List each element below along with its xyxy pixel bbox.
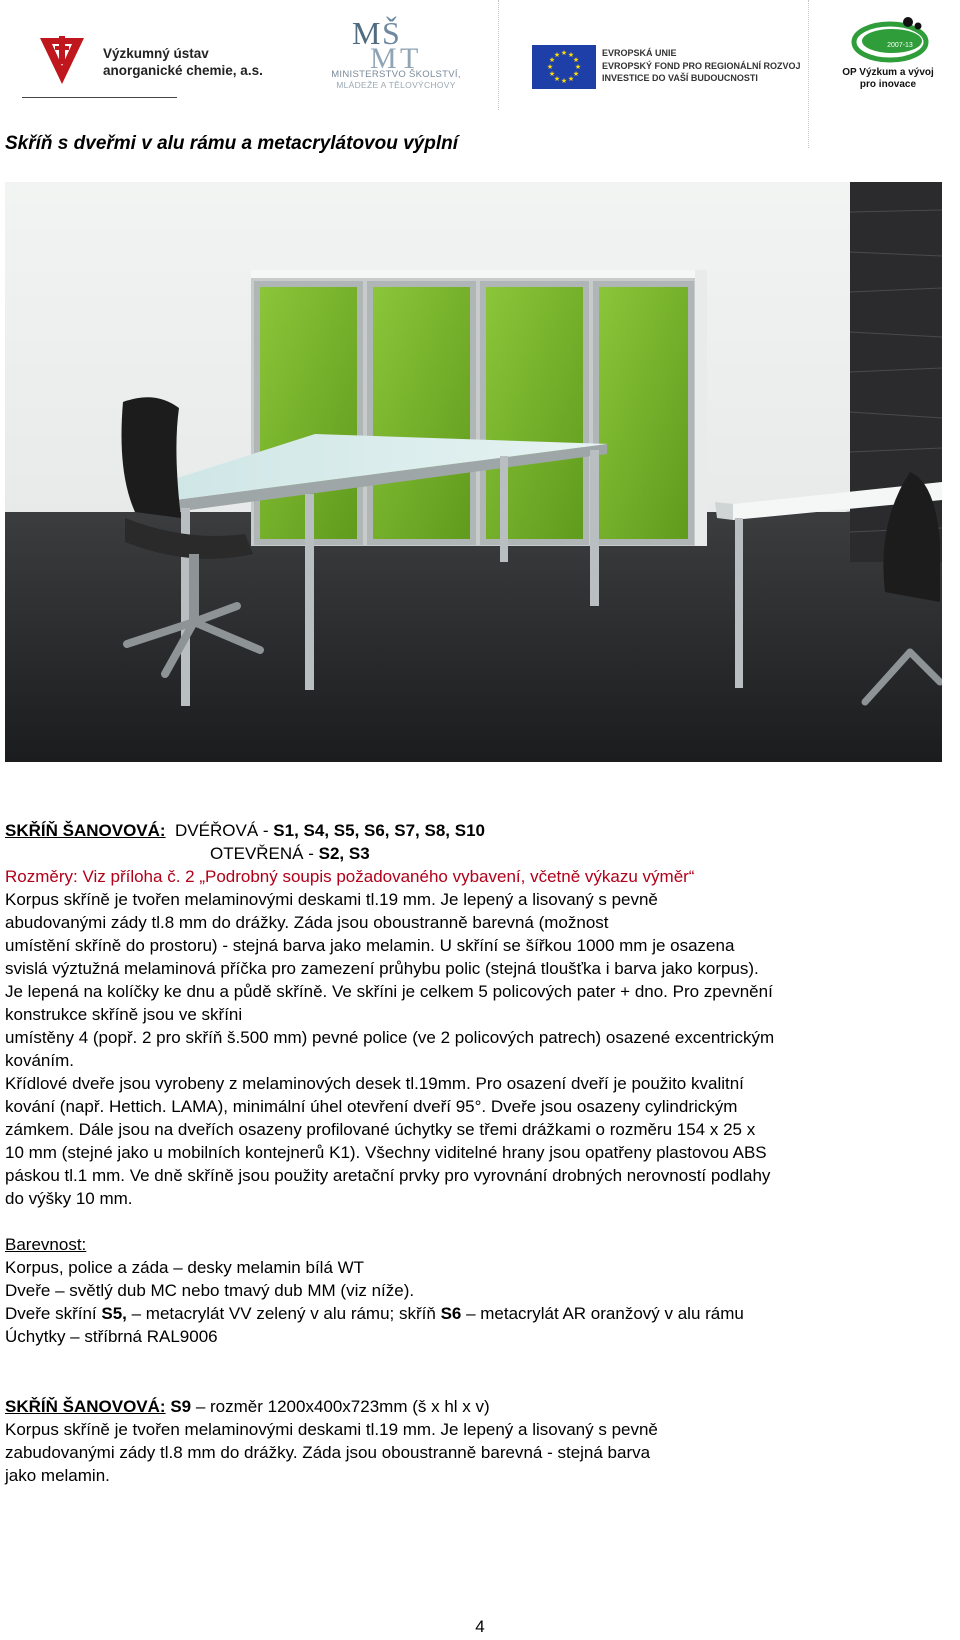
office-photo: [5, 182, 942, 762]
section1-type2-label: OTEVŘENÁ -: [210, 844, 314, 863]
op-line2: pro inovace: [859, 79, 917, 90]
cabinet-code-s6: S6: [440, 1304, 462, 1323]
section1-para-line: do výšky 10 mm.: [5, 1189, 133, 1208]
section1-para-line: Je lepená na kolíčky ke dnu a půdě skříně. Ve skříni je celkem 5 policových pater + dno. Pro zpevnění: [5, 982, 773, 1001]
section1-para-line: umístěny 4 (popř. 2 pro skříň š.500 mm) pevné police (ve 2 policových patrech) osazené excentrickým: [5, 1028, 775, 1047]
header-separator: [498, 0, 499, 110]
op-vav-emblem-icon: [848, 14, 930, 64]
svg-text:★: ★: [560, 49, 568, 57]
eu-line3: INVESTICE DO VAŠÍ BUDOUCNOSTI: [602, 73, 758, 83]
op-line1: OP Výzkum a vývoj: [842, 67, 934, 78]
section2-dimensions: – rozměr 1200x400x723mm (š x hl x v): [191, 1397, 490, 1416]
section1-para-line: abudovanými zády tl.8 mm do drážky. Záda jsou oboustranně barevná (možnost: [5, 913, 609, 932]
svg-text:M: M: [370, 42, 397, 68]
svg-text:★: ★: [546, 63, 554, 71]
colors-doors-line: [5, 1302, 744, 1325]
section1-heading: SKŘÍŇ ŠANOVOVÁ:: [5, 821, 166, 840]
svg-text:★: ★: [553, 51, 561, 59]
colors-line: Korpus, police a záda – desky melamin bílá WT: [5, 1258, 365, 1277]
op-vav-logo: [848, 14, 930, 64]
header-separator: [808, 0, 809, 148]
section1-para-line: Křídlové dveře jsou vyrobeny z melaminových desek tl.19mm. Pro osazení dveří je použito kvalitní: [5, 1074, 744, 1093]
vuach-underline: [22, 97, 177, 98]
section2-para-line: jako melamin.: [5, 1466, 110, 1485]
section2-para-line: Korpus skříně je tvořen melaminovými deskami tl.19 mm. Je lepený a lisovaný s pevně: [5, 1420, 658, 1439]
section2-code: S9: [170, 1397, 192, 1416]
svg-text:T: T: [400, 42, 419, 68]
op-years: 2007-13: [887, 42, 913, 49]
msmt-emblem-icon: [348, 14, 438, 68]
section1-para-line: konstrukce skříně jsou ve skříni: [5, 1005, 243, 1024]
section1-para-line: kování (např. Hettich. LAMA), minimální úhel otevření dveří 95°. Dveře jsou osazeny cylindrickým: [5, 1097, 738, 1116]
section1-para-line: svislá výztužná melaminová příčka pro zamezení průhybu polic (stejná tloušťka i barva jako korpus).: [5, 959, 759, 978]
colors-line: Úchytky – stříbrná RAL9006: [5, 1327, 218, 1346]
eu-line2: EVROPSKÝ FOND PRO REGIONÁLNÍ ROZVOJ: [602, 60, 801, 71]
svg-text:M: M: [352, 15, 381, 51]
section1-heading-line: [5, 819, 485, 842]
msmt-name: [316, 69, 476, 91]
op-vav-name: [828, 67, 948, 91]
section1-type1-label: DVÉŘOVÁ -: [175, 821, 269, 840]
eu-flag-icon: [532, 45, 596, 89]
svg-text:★: ★: [574, 63, 582, 71]
vuach-name: [103, 45, 303, 79]
svg-text:Š: Š: [382, 15, 400, 51]
vuach-logo: [38, 34, 86, 86]
section1-para-line: kováním.: [5, 1051, 74, 1070]
section2-para-line: zabudovanými zády tl.8 mm do drážky. Záda jsou oboustranně barevná - stejná barva: [5, 1443, 651, 1462]
vuach-emblem-icon: [38, 34, 86, 86]
section1-type2-codes: S2, S3: [318, 844, 370, 863]
section2-heading-line: [5, 1395, 490, 1418]
section1-para-line: páskou tl.1 mm. Ve dně skříně jsou použity aretační prvky pro vyrovnání drobných nerovností podlahy: [5, 1166, 771, 1185]
colors-doors-text: Dveře skříní: [5, 1304, 102, 1323]
page-number: 4: [475, 1617, 485, 1636]
section1-type2-line: [210, 842, 370, 865]
section1-para-line: umístění skříně do prostoru) - stejná barva jako melamin. U skříní se šířkou 1000 mm je osazena: [5, 936, 735, 955]
section1-type1-codes: S1, S4, S5, S6, S7, S8, S10: [273, 821, 485, 840]
msmt-logo: [348, 14, 438, 68]
vuach-name-line1: Výzkumný ústav: [103, 46, 209, 61]
section1-para-line: zámkem. Dále jsou na dveřích osazeny profilované úchytky se třemi drážkami o rozměru 154 x 25 x: [5, 1120, 756, 1139]
colors-line: Dveře – světlý dub MC nebo tmavý dub MM (viz níže).: [5, 1281, 415, 1300]
colors-doors-text: – metacrylát AR oranžový v alu rámu: [461, 1304, 744, 1323]
svg-text:★: ★: [553, 75, 561, 83]
eu-stars-icon: [532, 45, 596, 89]
msmt-line1: MINISTERSTVO ŠKOLSTVÍ,: [331, 69, 461, 80]
msmt-line2: MLÁDEŽE A TĚLOVÝCHOVY: [336, 80, 456, 90]
svg-text:★: ★: [572, 70, 580, 78]
eu-text: [602, 47, 802, 85]
colors-doors-text: – metacrylát VV zelený v alu rámu; skříň: [126, 1304, 441, 1323]
section1-para-line: 10 mm (stejné jako u mobilních kontejnerů K1). Všechny viditelné hrany jsou opatřeny plastovou ABS: [5, 1143, 767, 1162]
colors-heading: Barevnost:: [5, 1235, 87, 1254]
section2-heading: SKŘÍŇ ŠANOVOVÁ:: [5, 1397, 166, 1416]
svg-text:★: ★: [567, 75, 575, 83]
svg-text:★: ★: [572, 56, 580, 64]
office-furniture-illustration: [5, 182, 942, 762]
svg-text:★: ★: [548, 70, 556, 78]
vuach-name-line2: anorganické chemie, a.s.: [103, 63, 263, 78]
svg-text:★: ★: [567, 51, 575, 59]
svg-text:★: ★: [548, 56, 556, 64]
document-title: Skříň s dveřmi v alu rámu a metacrylátovou výplní: [5, 133, 459, 154]
svg-text:★: ★: [560, 77, 568, 85]
section1-para-line: Korpus skříně je tvořen melaminovými deskami tl.19 mm. Je lepený a lisovaný s pevně: [5, 890, 658, 909]
section1-dimensions: Rozměry: Viz příloha č. 2 „Podrobný soupis požadovaného vybavení, včetně výkazu výměr“: [5, 867, 695, 886]
cabinet-code-s5: S5,: [101, 1304, 127, 1323]
eu-line1: EVROPSKÁ UNIE: [602, 48, 677, 58]
